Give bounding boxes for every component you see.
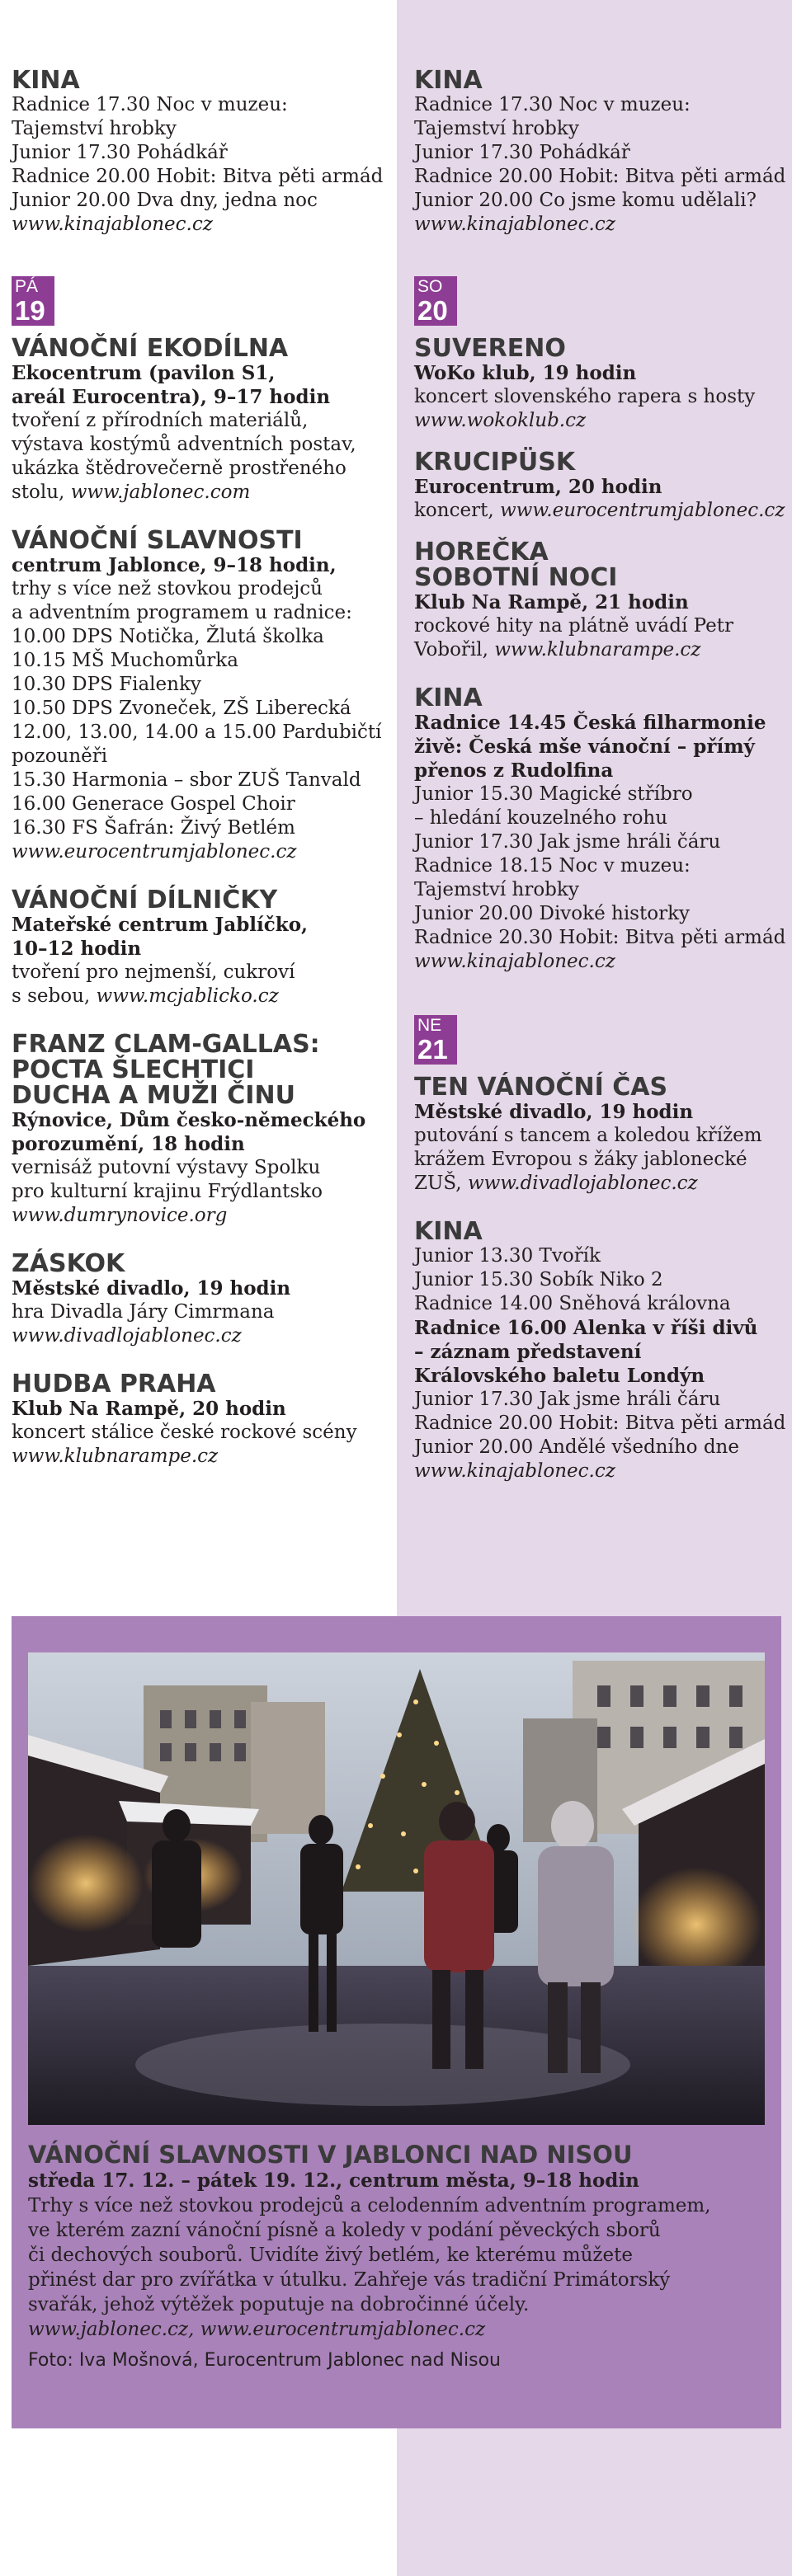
event-link[interactable]: www.divadlojablonec.cz <box>12 1325 242 1347</box>
left-column <box>12 68 391 1469</box>
text-line: koncert stálice české rockové scény <box>12 1422 357 1443</box>
text-line: ve kterém zazní vánoční písně a koledy v podání pěveckých sborů <box>28 2220 661 2241</box>
text-line: a adventním programem u radnice: <box>12 602 352 623</box>
event-vanocni-dilnicky <box>12 887 391 1008</box>
text-line: Junior 17.30 Pohádkář <box>12 142 228 163</box>
event-venue: Mateřské centrum Jablíčko, <box>12 914 309 936</box>
event-venue: Městské divadlo, 19 hodin <box>12 1277 291 1300</box>
event-venue: Královského baletu Londýn <box>414 1365 705 1387</box>
text-line: 15.30 Harmonia – sbor ZUŠ Tanvald <box>12 769 361 791</box>
photo-credit: Foto: Iva Mošnová, Eurocentrum Jablonec nad Nisou <box>28 2350 501 2371</box>
text-line: Radnice 20.00 Hobit: Bitva pěti armád <box>414 166 786 187</box>
event-title: HUDBA PRAHA <box>12 1370 216 1398</box>
event-venue: – záznam představení <box>414 1341 642 1363</box>
text-line: Radnice 20.30 Hobit: Bitva pěti armád <box>414 927 786 948</box>
text-line: tvoření pro nejmenší, cukroví <box>12 961 295 983</box>
text-line: 10.15 MŠ Muchomůrka <box>12 650 238 671</box>
text-line: Radnice 18.15 Noc v muzeu: <box>414 855 691 877</box>
text-line: či dechových souborů. Uvidíte živý betlém, ke kterému můžete <box>28 2245 634 2266</box>
event-title: KINA <box>414 1217 483 1246</box>
text-line: přinést dar pro zvířátka v útulku. Zahřeje vás tradiční Primátorský <box>28 2269 671 2291</box>
day-abbr: PÁ <box>15 277 39 296</box>
event-venue: živě: Česká mše vánoční – přímý <box>414 736 755 758</box>
text-line: pozouněři <box>12 745 108 767</box>
text-line: putování s tancem a koledou křížem <box>414 1125 762 1146</box>
text-line: Radnice 17.30 Noc v muzeu: <box>12 94 288 115</box>
event-zaskok <box>12 1251 391 1348</box>
feature-caption <box>28 2141 771 2373</box>
text-line: Junior 13.30 Tvořík <box>414 1245 601 1267</box>
text-line: Radnice 20.00 Hobit: Bitva pěti armád <box>12 166 384 187</box>
event-hudba-praha <box>12 1371 391 1469</box>
text-line: svařák, jehož výtěžek poputuje na dobročinné účely. <box>28 2294 530 2315</box>
text-line: Trhy s více než stovkou prodejců a celodenním adventním programem, <box>28 2195 711 2216</box>
text-line: výstava kostýmů adventních postav, <box>12 434 356 455</box>
text-line: Junior 20.00 Andělé všedního dne <box>414 1436 739 1458</box>
text-line: Tajemství hrobky <box>12 118 177 139</box>
christmas-market-photo <box>28 1652 765 2125</box>
text-line: rockové hity na plátně uvádí Petr <box>414 615 733 637</box>
text-line: Junior 17.30 Jak jsme hráli čáru <box>414 831 721 853</box>
event-link[interactable]: www.eurocentrumjablonec.cz <box>12 841 297 863</box>
event-title: VÁNOČNÍ DÍLNIČKY <box>12 886 278 914</box>
text-line: ZUŠ, <box>414 1173 468 1194</box>
event-venue: areál Eurocentra), 9–17 hodin <box>12 386 331 408</box>
event-link[interactable]: www.jablonec.com <box>70 482 251 503</box>
text-line: s sebou, <box>12 985 97 1007</box>
text-line: – hledání kouzelného rohu <box>414 807 668 829</box>
text-line: ukázka štědrovečerně prostřeného <box>12 458 346 479</box>
text-line: 10.50 DPS Zvoneček, ZŠ Liberecká <box>12 698 351 719</box>
event-title-line: POCTA ŠLECHTICI <box>12 1055 255 1084</box>
event-kina-friday-eve <box>12 68 391 237</box>
event-venue: Klub Na Rampě, 21 hodin <box>414 591 689 613</box>
event-link[interactable]: www.klubnarampe.cz <box>12 1445 219 1467</box>
text-line: Radnice 20.00 Hobit: Bitva pěti armád <box>414 1413 786 1434</box>
feature-links[interactable]: www.jablonec.cz, www.eurocentrumjablonec.cz <box>28 2319 486 2340</box>
text-line: Junior 20.00 Divoké historky <box>414 903 690 924</box>
text-line: Radnice 14.00 Sněhová královna <box>414 1293 731 1314</box>
event-title-line: FRANZ CLAM-GALLAS: <box>12 1030 320 1059</box>
event-title: KINA <box>414 66 483 95</box>
text-line: Tajemství hrobky <box>414 118 579 139</box>
event-kina-saturday <box>414 685 785 974</box>
event-venue: Městské divadlo, 19 hodin <box>414 1101 694 1123</box>
day-badge-friday <box>12 276 54 326</box>
event-venue: Klub Na Rampě, 20 hodin <box>12 1398 286 1420</box>
feature-subtitle: středa 17. 12. – pátek 19. 12., centrum města, 9–18 hodin <box>28 2169 639 2192</box>
text-line: Junior 15.30 Sobík Niko 2 <box>414 1269 663 1290</box>
event-link[interactable]: www.kinajablonec.cz <box>414 951 615 972</box>
event-venue: WoKo klub, 19 hodin <box>414 362 637 384</box>
event-kina-thursday-eve <box>414 68 785 237</box>
day-badge-sunday <box>414 1015 457 1065</box>
day-abbr: NE <box>417 1016 442 1035</box>
event-title: KINA <box>414 684 483 712</box>
text-line: Junior 15.30 Magické stříbro <box>414 783 693 805</box>
event-title-line: DUCHA A MUŽI ČINU <box>12 1081 295 1110</box>
day-number: 20 <box>417 295 448 326</box>
event-title-line: HOREČKA <box>414 538 549 566</box>
event-venue: přenos z Rudolfina <box>414 759 614 782</box>
event-title: VÁNOČNÍ EKODÍLNA <box>12 334 289 363</box>
event-venue: Eurocentrum, 20 hodin <box>414 476 662 498</box>
event-link[interactable]: www.kinajablonec.cz <box>414 214 615 235</box>
text-line: tvoření z přírodních materiálů, <box>12 410 309 431</box>
text-line: trhy s více než stovkou prodejců <box>12 578 323 599</box>
day-abbr: SO <box>417 277 443 296</box>
event-title: KINA <box>12 66 80 95</box>
event-venue: Radnice 16.00 Alenka v říši divů <box>414 1317 758 1339</box>
event-link[interactable]: www.mcjablicko.cz <box>96 985 279 1007</box>
text-line: Junior 20.00 Dva dny, jedna noc <box>12 190 318 211</box>
event-venue: Radnice 14.45 Česká filharmonie <box>414 712 766 734</box>
text-line: 16.30 FS Šafrán: Živý Betlém <box>12 817 295 839</box>
text-line: Junior 17.30 Pohádkář <box>414 142 630 163</box>
event-title: VÁNOČNÍ SLAVNOSTI <box>12 526 303 555</box>
text-line: 16.00 Generace Gospel Choir <box>12 793 295 815</box>
event-link[interactable]: www.wokoklub.cz <box>414 410 587 431</box>
event-venue: Ekocentrum (pavilon S1, <box>12 362 276 384</box>
event-suvereno <box>414 336 785 433</box>
event-venue: porozumění, 18 hodin <box>12 1133 245 1155</box>
text-line: Vobořil, <box>414 639 495 660</box>
event-link[interactable]: www.kinajablonec.cz <box>12 214 213 235</box>
event-venue: centrum Jablonce, 9–18 hodin, <box>12 554 337 576</box>
event-title: ZÁSKOK <box>12 1249 125 1278</box>
text-line: 10.30 DPS Fialenky <box>12 674 201 695</box>
event-title: TEN VÁNOČNÍ ČAS <box>414 1073 668 1102</box>
event-clam-gallas <box>12 1032 391 1228</box>
event-ten-vanocni-cas <box>414 1074 785 1196</box>
text-line: hra Divadla Járy Cimrmana <box>12 1301 275 1323</box>
event-venue: 10–12 hodin <box>12 938 142 960</box>
text-line: Junior 20.00 Co jsme komu udělali? <box>414 190 757 211</box>
event-title: SUVERENO <box>414 334 566 363</box>
event-ekodilna <box>12 336 391 505</box>
day-number: 21 <box>417 1034 448 1065</box>
text-line: koncert, <box>414 500 500 521</box>
text-line: 12.00, 13.00, 14.00 a 15.00 Pardubičtí <box>12 722 382 743</box>
event-horecka <box>414 539 785 662</box>
day-badge-saturday <box>414 276 457 326</box>
event-vanocni-slavnosti <box>12 528 391 864</box>
text-line: vernisáž putovní výstavy Spolku <box>12 1157 321 1178</box>
day-number: 19 <box>15 295 45 326</box>
event-title-line: SOBOTNÍ NOCI <box>414 563 618 592</box>
event-link[interactable]: www.divadlojablonec.cz <box>467 1173 698 1194</box>
text-line: koncert slovenského rapera s hosty <box>414 386 756 407</box>
text-line: Tajemství hrobky <box>414 879 579 900</box>
event-link[interactable]: www.eurocentrumjablonec.cz <box>499 500 785 521</box>
event-link[interactable]: www.klubnarampe.cz <box>494 639 701 660</box>
right-column <box>414 68 785 1483</box>
event-krucipusk <box>414 449 785 523</box>
text-line: stolu, <box>12 482 71 503</box>
feature-title: VÁNOČNÍ SLAVNOSTI V JABLONCI NAD NISOU <box>28 2141 633 2169</box>
feature-box <box>12 1616 781 2428</box>
text-line: 10.00 DPS Notička, Žlutá školka <box>12 626 324 647</box>
event-link[interactable]: www.kinajablonec.cz <box>414 1460 615 1482</box>
event-kina-sunday <box>414 1219 785 1483</box>
text-line: krážem Evropou s žáky jablonecké <box>414 1149 747 1170</box>
event-link[interactable]: www.dumrynovice.org <box>12 1205 228 1226</box>
text-line: Radnice 17.30 Noc v muzeu: <box>414 94 691 115</box>
text-line: pro kulturní krajinu Frýdlantsko <box>12 1181 323 1202</box>
event-title: KRUCIPÜSK <box>414 448 576 477</box>
text-line: Junior 17.30 Jak jsme hráli čáru <box>414 1389 721 1410</box>
event-venue: Rýnovice, Dům česko-německého <box>12 1109 366 1131</box>
